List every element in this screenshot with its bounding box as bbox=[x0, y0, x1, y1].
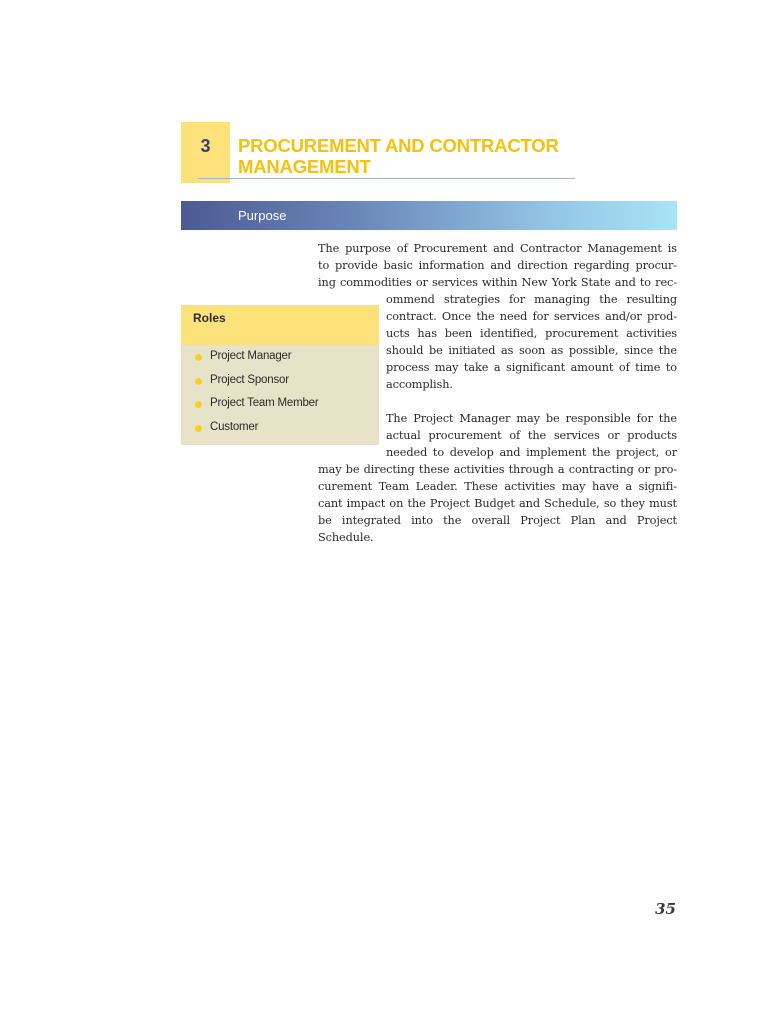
body-line: accomplish. bbox=[386, 378, 453, 391]
list-item bbox=[181, 350, 379, 374]
body-line: may be directing these activities through a contracting or pro- bbox=[318, 463, 677, 476]
roles-title: Roles bbox=[193, 311, 226, 325]
chapter-title bbox=[238, 135, 598, 177]
body-line: to provide basic information and direction regarding procur- bbox=[318, 259, 677, 272]
list-item bbox=[181, 421, 379, 445]
page-number: 35 bbox=[655, 900, 676, 918]
bullet-icon bbox=[195, 401, 202, 408]
body-line: actual procurement of the services or products bbox=[386, 429, 677, 442]
role-label: Project Manager bbox=[210, 350, 292, 362]
chapter-title-line-2: MANAGEMENT bbox=[238, 156, 371, 177]
body-line: Schedule. bbox=[318, 531, 374, 544]
role-label: Customer bbox=[210, 420, 259, 433]
title-divider bbox=[198, 178, 575, 179]
chapter-number-box bbox=[181, 122, 230, 183]
bullet-icon bbox=[195, 378, 202, 385]
body-line: contract. Once the need for services and/or prod- bbox=[386, 310, 677, 323]
section-header-bar bbox=[181, 201, 677, 230]
body-line: curement Team Leader. These activities may have a signifi- bbox=[318, 480, 677, 493]
bullet-icon bbox=[195, 354, 202, 361]
body-line: The Project Manager may be responsible for the bbox=[386, 412, 677, 425]
body-line: The purpose of Procurement and Contractor Management is bbox=[318, 242, 677, 255]
list-item bbox=[181, 374, 379, 398]
body-line: needed to develop and implement the project, or bbox=[386, 446, 677, 459]
role-label: Project Team Member bbox=[210, 397, 319, 409]
body-line: ucts has been identified, procurement activities bbox=[386, 327, 677, 340]
role-label: Project Sponsor bbox=[210, 373, 289, 386]
roles-header bbox=[181, 305, 379, 345]
body-line: process may take a significant amount of time to bbox=[386, 361, 677, 374]
body-line: ommend strategies for managing the resulting bbox=[386, 293, 677, 306]
bullet-icon bbox=[195, 425, 202, 432]
body-line: be integrated into the overall Project Plan and Project bbox=[318, 514, 677, 527]
body-line: cant impact on the Project Budget and Schedule, so they must bbox=[318, 497, 677, 510]
roles-sidebar bbox=[181, 305, 379, 445]
section-heading: Purpose bbox=[238, 208, 287, 223]
roles-list bbox=[181, 350, 379, 444]
chapter-title-line-1: PROCUREMENT AND CONTRACTOR bbox=[238, 135, 559, 156]
chapter-number: 3 bbox=[200, 136, 211, 156]
body-line: ing commodities or services within New York State and to rec- bbox=[318, 276, 677, 289]
list-item bbox=[181, 397, 379, 421]
body-line: should be initiated as soon as possible, since the bbox=[386, 344, 677, 357]
